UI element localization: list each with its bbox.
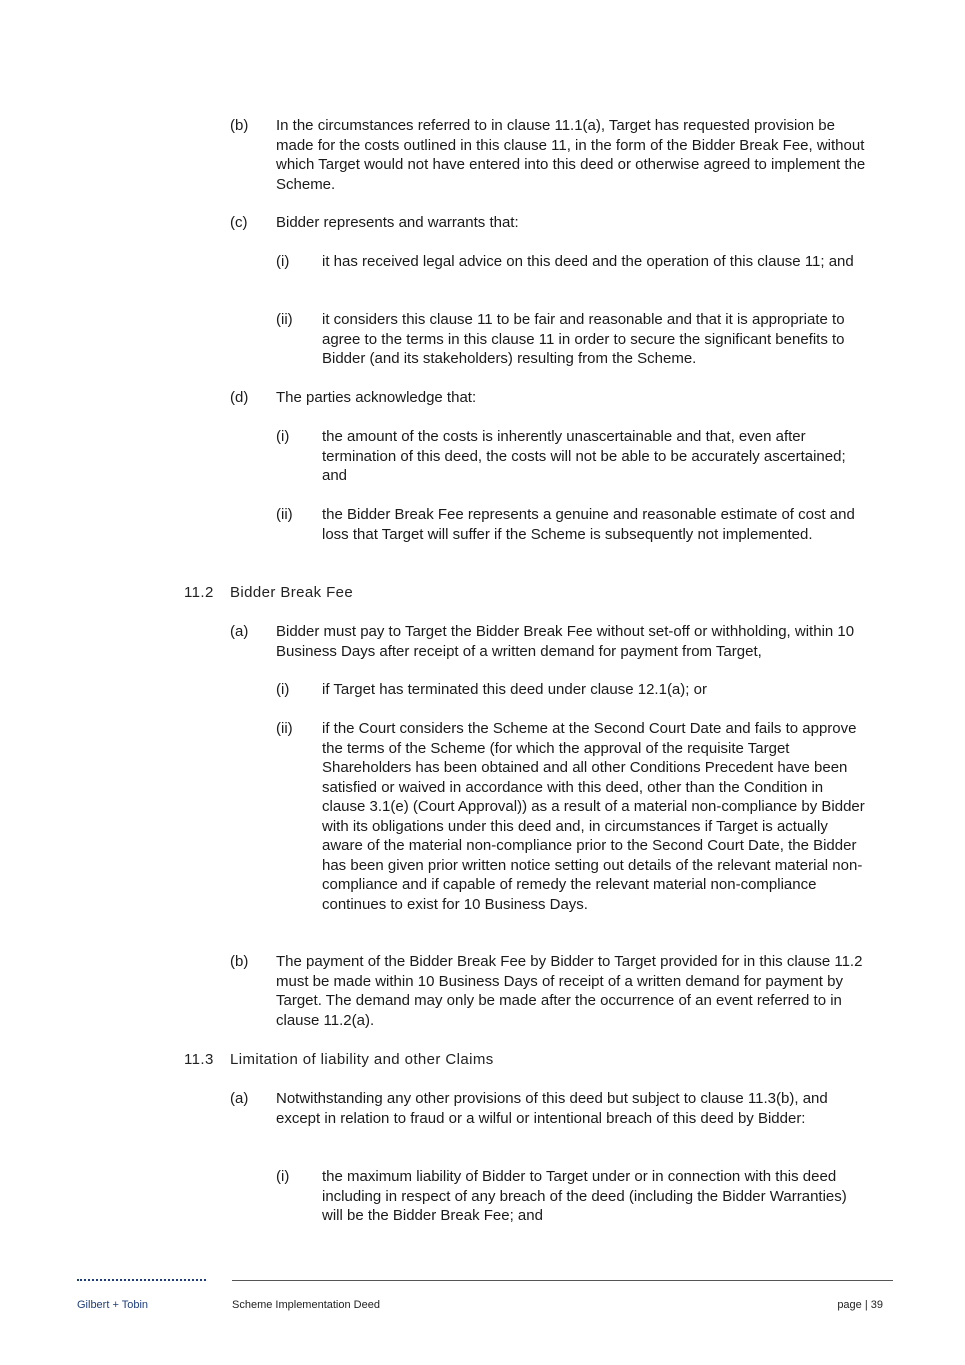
clause-label: (c) [230, 214, 248, 231]
subclause-label: (i) [276, 681, 290, 698]
clause-label: (b) [230, 117, 249, 134]
subclause-label: (ii) [276, 720, 293, 737]
subclause-label: (i) [276, 1168, 290, 1185]
section-heading: Bidder Break Fee [230, 584, 354, 601]
subclause-paragraph: if Target has terminated this deed under clause 12.1(a); or [322, 681, 707, 698]
clause-label: (a) [230, 623, 249, 640]
section-number: 11.3 [184, 1051, 214, 1068]
subclause-label: (ii) [276, 311, 293, 328]
clause-paragraph: Bidder represents and warrants that: [276, 214, 519, 231]
subclause-paragraph: the Bidder Break Fee represents a genuine and reasonable estimate of cost and loss that Target will suffer if the Scheme is subsequently not implemented. [322, 506, 855, 543]
footer-divider [232, 1280, 893, 1281]
subclause-paragraph: the amount of the costs is inherently unascertainable and that, even after termination of this deed, the costs will not be able to be accurately ascertained; and [322, 428, 846, 484]
subclause-label: (i) [276, 428, 290, 445]
footer-firm-name: Gilbert + Tobin [77, 1299, 149, 1311]
subclause-paragraph: it has received legal advice on this deed and the operation of this clause 11; and [322, 253, 854, 270]
section-number: 11.2 [184, 584, 214, 601]
subclause-paragraph: it considers this clause 11 to be fair and reasonable and that it is appropriate to agree to the terms in this clause 11 in order to secure the significant benefits to Bidder (and its stakeholders) resulting from the Scheme. [322, 311, 845, 367]
footer-divider-dotted [77, 1279, 206, 1281]
clause-paragraph: The parties acknowledge that: [276, 389, 477, 406]
clause-paragraph: Bidder must pay to Target the Bidder Break Fee without set-off or withholding, within 10 Business Days after receipt of a written demand for payment from Target, [276, 623, 855, 660]
clause-label: (d) [230, 389, 249, 406]
footer-page-number: page | 39 [837, 1299, 883, 1311]
subclause-label: (i) [276, 253, 290, 270]
subclause-paragraph: the maximum liability of Bidder to Target under or in connection with this deed including in respect of any breach of the deed (including the Bidder Warranties) will be the Bidder Break Fee; and [322, 1168, 847, 1224]
clause-paragraph: The payment of the Bidder Break Fee by Bidder to Target provided for in this clause 11.2 must be made within 10 Business Days of receipt of a written demand for payment by Target. The demand may only be made after the occurrence of an event referred to in clause 11.2(a). [276, 953, 863, 1029]
subclause-paragraph: if the Court considers the Scheme at the Second Court Date and fails to approve the terms of the Scheme (for which the approval of the requisite Target Shareholders has been obtained and all other Conditions Precedent have been satisfied or waived in accordance with this deed, other than the Condition in clause 3.1(e) (Court Approval)) as a result of a material non-compliance by Bidder with its obligations under this deed and, in circumstances if Target is actually aware of the material non-compliance prior to the Second Court Date, the Bidder has been given prior written notice setting out details of the relevant material non-compliance and if capable of remedy the relevant material non-compliance continues to exist for 10 Business Days. [322, 720, 865, 913]
footer-document-title: Scheme Implementation Deed [232, 1299, 380, 1311]
subclause-label: (ii) [276, 506, 293, 523]
clause-label: (a) [230, 1090, 249, 1107]
clause-paragraph: Notwithstanding any other provisions of this deed but subject to clause 11.3(b), and except in relation to fraud or a wilful or intentional breach of this deed by Bidder: [276, 1090, 828, 1127]
clause-label: (b) [230, 953, 249, 970]
clause-paragraph: In the circumstances referred to in clause 11.1(a), Target has requested provision be made for the costs outlined in this clause 11, in the form of the Bidder Break Fee, without which Target would not have entered into this deed or otherwise agreed to implement the Scheme. [276, 117, 866, 193]
section-heading: Limitation of liability and other Claims [230, 1051, 494, 1068]
